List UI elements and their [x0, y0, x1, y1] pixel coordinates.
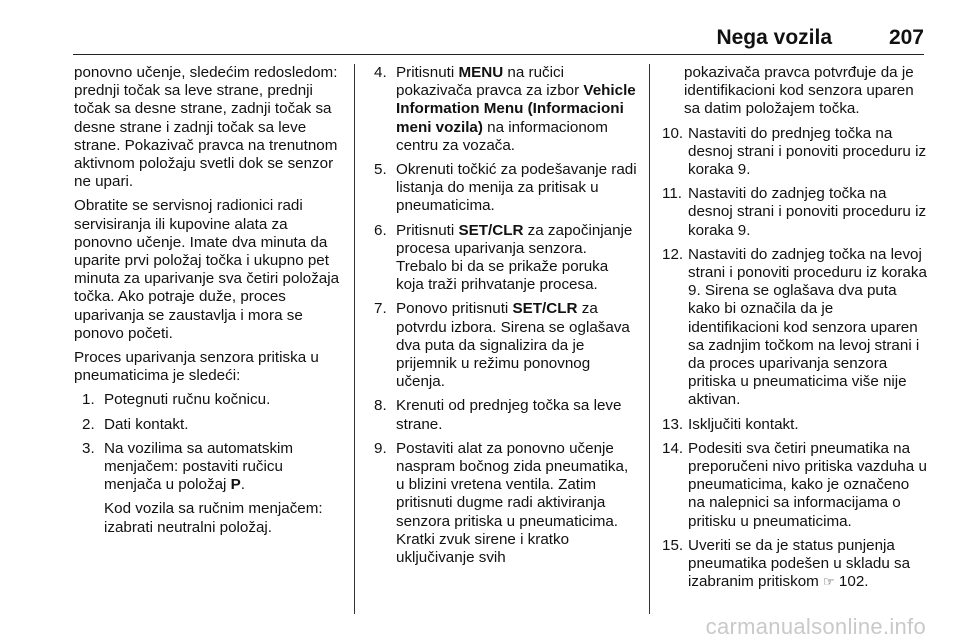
paragraph: ponovno učenje, sledećim redosledom: prednji točak sa leve strane, prednji točak sa desne strane, zadnji točak sa desne strane i zadnji točak sa leve strane. Pokazivač pravca na trenutnom aktivnom položaju svetli dok se senzor ne upari. — [74, 64, 338, 191]
list-item — [662, 185, 928, 240]
steps-list — [82, 391, 344, 536]
step-text: Ponovo pritisnuti — [396, 300, 513, 318]
list-item — [374, 397, 638, 433]
step-number: 14. — [662, 439, 684, 457]
list-item — [662, 537, 928, 592]
list-item — [82, 416, 344, 434]
punctuation: . — [240, 476, 246, 494]
step-number: 8. — [374, 397, 387, 415]
column-divider — [649, 64, 650, 614]
step-text: Nastaviti do zadnjeg točka na levoj strani i ponoviti proceduru iz koraka 9. Sirena se oglašava dva puta kako bi označila da je identifikacioni kod senzora uparen sa zadnjim točkom na levoj strani i da proces uparivanja senzora pritiska u pneumaticima više nije aktivan. — [688, 245, 927, 409]
step-text: Pritisnuti — [396, 64, 459, 81]
list-item — [374, 161, 638, 216]
step-text: na ručici pokazivača pravca za izbor — [396, 64, 584, 100]
step-continuation: pokazivača pravca potvrđuje da je identifikacioni kod senzora uparen sa datim položajem točka. — [684, 64, 914, 118]
step-number: 1. — [82, 391, 95, 409]
list-item — [662, 416, 928, 434]
step-number: 7. — [374, 300, 387, 318]
step-text: Pritisnuti — [396, 221, 459, 239]
step-number: 3. — [82, 439, 95, 457]
page-header — [73, 26, 924, 55]
step-text: Dati kontakt. — [104, 415, 189, 433]
step-text: Nastaviti do prednjeg točka na desnoj strani i ponoviti proceduru iz koraka 9. — [688, 124, 927, 179]
list-item — [374, 300, 638, 391]
step-number: 9. — [374, 439, 387, 457]
step-number: 10. — [662, 124, 684, 142]
step-number: 4. — [374, 64, 387, 81]
list-item — [662, 440, 928, 531]
step-subnote: Kod vozila sa ručnim menjačem: izabrati neutralni položaj. — [104, 500, 323, 536]
step-number: 13. — [662, 415, 684, 433]
button-name: MENU — [458, 64, 504, 81]
step-text: Postaviti alat za ponovno učenje naspram bočnog zida pneumatika, u blizini vretena ventila. Zatim pritisnuti dugme radi aktiviranja senzora pritiska u pneumaticima. Kratki zvuk sirene i kratko uključivanje svih — [396, 439, 629, 567]
step-number: 2. — [82, 415, 95, 433]
button-name: SET/CLR — [458, 221, 524, 239]
step-text: Nastaviti do zadnjeg točka na desnoj strani i ponoviti proceduru iz koraka 9. — [688, 185, 927, 239]
step-text: Potegnuti ručnu kočnicu. — [104, 391, 271, 409]
list-item — [82, 440, 344, 537]
paragraph: Obratite se servisnoj radionici radi servisiranja ili kupovine alata za ponovno učenje. Imate dva minuta da uparite prvi položaj točka i ukupno pet minuta za uparivanje sva četiri položaja točka. Ako potraje duže, proces uparivanja se zaustavlja i mora se ponovo početi. — [74, 197, 340, 342]
step-number: 15. — [662, 536, 684, 554]
list-item — [662, 246, 928, 410]
list-item — [374, 222, 638, 295]
list-item — [662, 125, 928, 180]
step-text: Isključiti kontakt. — [688, 415, 799, 433]
steps-list — [374, 64, 638, 567]
button-name: SET/CLR — [512, 300, 578, 318]
column-middle — [374, 64, 638, 573]
step-text: za potvrdu izbora. Sirena se oglašava dva puta da signalizira da je prijemnik u režimu ponovnog učenja. — [396, 300, 630, 391]
list-item — [374, 64, 638, 155]
step-text: Podesiti sva četiri pneumatika na preporučeni nivo pritiska vazduha u pneumaticima, kako je označeno na nalepnici sa informacijama o pritisku u pneumaticima. — [688, 439, 927, 530]
column-right — [662, 64, 928, 597]
page-number: 207 — [888, 26, 924, 49]
step-text: Okrenuti točkić za podešavanje radi listanja do menija za pritisak u pneumaticima. — [396, 161, 637, 215]
step-text: Krenuti od prednjeg točka sa leve strane. — [396, 397, 622, 433]
list-item — [82, 391, 344, 409]
watermark: carmanualsonline.info — [705, 614, 926, 639]
step-number: 6. — [374, 221, 387, 239]
step-number: 5. — [374, 161, 387, 179]
column-left — [74, 64, 344, 543]
menu-name: Vehicle Information Menu (Informacioni meni vozila) — [396, 82, 636, 136]
paragraph: Proces uparivanja senzora pritiska u pneumaticima je sledeći: — [74, 349, 319, 385]
step-text: na informacionom centru za vozača. — [396, 118, 608, 154]
step-number: 11. — [662, 185, 682, 203]
steps-list — [662, 125, 928, 592]
step-text: Na vozilima sa automatskim menjačem: postaviti ručicu menjača u položaj — [104, 439, 294, 494]
list-item — [374, 440, 638, 567]
step-text: Uveriti se da je status punjenja pneumatika podešen u skladu sa izabranim pritiskom — [688, 536, 911, 591]
step-number: 12. — [662, 245, 684, 263]
step-text: za započinjanje procesa uparivanja senzora. Trebalo bi da se prikaže poruka koja traži prihvatanje procesa. — [396, 221, 633, 294]
page-reference-icon: ☞ — [823, 574, 835, 590]
section-title: Nega vozila — [716, 26, 832, 49]
column-divider — [354, 64, 355, 614]
gear-position: P — [230, 476, 241, 494]
page-reference[interactable]: 102. — [834, 573, 869, 591]
